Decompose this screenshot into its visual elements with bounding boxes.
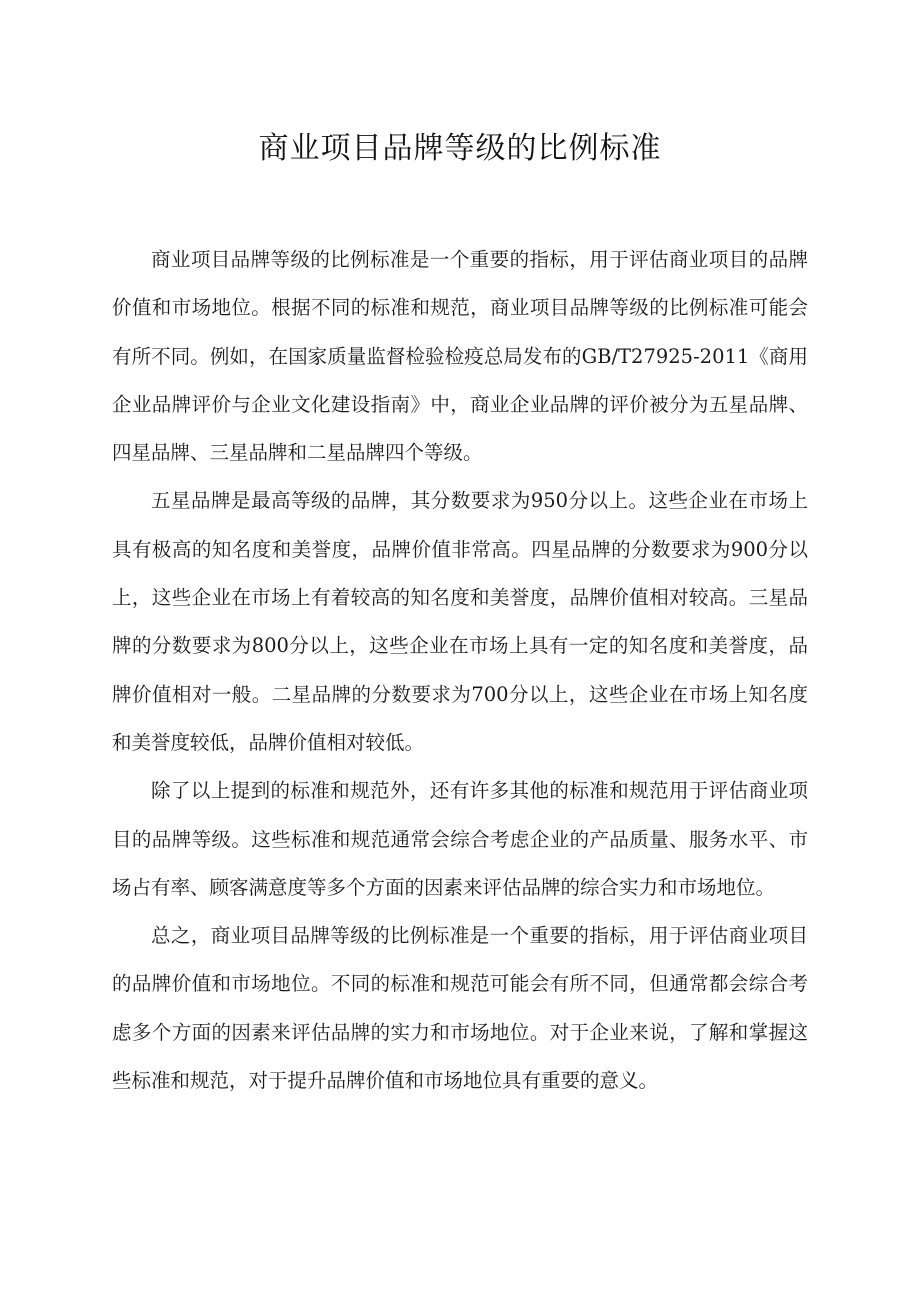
paragraph-other-standards: 除了以上提到的标准和规范外，还有许多其他的标准和规范用于评估商业项目的品牌等级。这些标准和规范通常会综合考虑企业的产品质量、服务水平、市场占有率、顾客满意度等多个方面的因素来评估品牌的综合实力和市场地位。 bbox=[112, 779, 808, 899]
paragraph-star-levels: 五星品牌是最高等级的品牌，其分数要求为950分以上。这些企业在市场上具有极高的知名度和美誉度，品牌价值非常高。四星品牌的分数要求为900分以上，这些企业在市场上有着较高的知名度和美誉度，品牌价值相对较高。三星品牌的分数要求为800分以上，这些企业在市场上具有一定的知名度和美誉度，品牌价值相对一般。二星品牌的分数要求为700分以上，这些企业在市场上知名度和美誉度较低，品牌价值相对较低。 bbox=[112, 489, 808, 754]
paragraph-conclusion: 总之，商业项目品牌等级的比例标准是一个重要的指标，用于评估商业项目的品牌价值和市场地位。不同的标准和规范可能会有所不同，但通常都会综合考虑多个方面的因素来评估品牌的实力和市场地位。对于企业来说，了解和掌握这些标准和规范，对于提升品牌价值和市场地位具有重要的意义。 bbox=[112, 924, 808, 1093]
page-title: 商业项目品牌等级的比例标准 bbox=[258, 131, 662, 166]
paragraph-intro: 商业项目品牌等级的比例标准是一个重要的指标，用于评估商业项目的品牌价值和市场地位。根据不同的标准和规范，商业项目品牌等级的比例标准可能会有所不同。例如，在国家质量监督检验检疫总局发布的GB/T27925-2011《商用企业品牌评价与企业文化建设指南》中，商业企业品牌的评价被分为五星品牌、四星品牌、三星品牌和二星品牌四个等级。 bbox=[112, 248, 808, 465]
